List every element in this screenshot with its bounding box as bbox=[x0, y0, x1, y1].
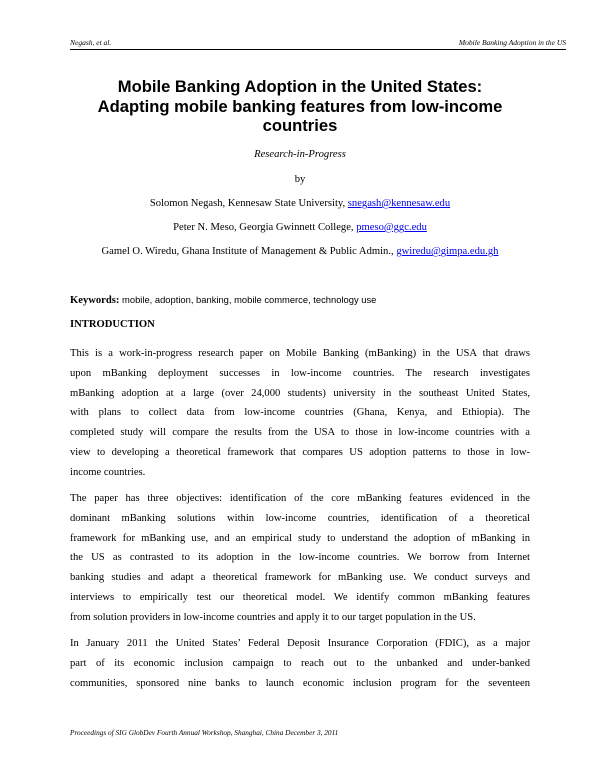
byline-by: by bbox=[294, 174, 306, 185]
paragraph-line: with plans to collect data from low-income countries (Ghana, Kenya, and Ethiopia). The bbox=[70, 407, 530, 419]
paper-subtitle: Research-in-Progress bbox=[254, 149, 346, 160]
paragraph-line: mBanking adoption at a large (over 24,000 students) university in the southeast United States, bbox=[70, 387, 530, 399]
running-header-title: Mobile Banking Adoption in the US bbox=[458, 38, 566, 47]
page-footer: Proceedings of SIG GlobDev Fourth Annual Workshop, Shanghai, China December 3, 2011 bbox=[70, 728, 339, 737]
paper-title-line-3: countries bbox=[262, 116, 338, 135]
keywords-text: mobile, adoption, banking, mobile commerce, technology use bbox=[119, 294, 377, 305]
paragraph-line: upon mBanking deployment successes in low-income countries. The research investigates bbox=[70, 367, 530, 379]
author-3 bbox=[0, 246, 600, 257]
paragraph-line: the US as contrasted to its adoption in the low-income countries. We borrow from Internet bbox=[70, 552, 530, 564]
author-1 bbox=[0, 198, 600, 209]
keywords-label: Keywords: bbox=[70, 295, 120, 306]
paragraph-line: part of its economic inclusion campaign to reach out to the unbanked and under-banked bbox=[70, 657, 530, 669]
paragraph-line: income countries. bbox=[70, 466, 146, 478]
paragraph-line: interviews to empirically test our theoretical model. We identify common mBanking features bbox=[70, 591, 530, 603]
author-1-affiliation: Solomon Negash, Kennesaw State University, bbox=[149, 198, 348, 209]
paragraph-line: banking studies and adapt a theoretical framework for mBanking use. We conduct surveys and bbox=[70, 572, 530, 584]
paragraph-line: The paper has three objectives: identification of the core mBanking features evidenced in the bbox=[70, 493, 530, 504]
author-1-email-link[interactable]: snegash@kennesaw.edu bbox=[347, 198, 451, 209]
paragraph-1 bbox=[70, 344, 530, 483]
author-3-affiliation: Gamel O. Wiredu, Ghana Institute of Management & Public Admin., bbox=[101, 246, 397, 257]
paper-title bbox=[60, 77, 540, 136]
section-heading-introduction: INTRODUCTION bbox=[70, 319, 155, 330]
header-rule bbox=[70, 49, 566, 50]
running-header-authors: Negash, et al. bbox=[70, 38, 112, 47]
author-2-email-link[interactable]: pmeso@ggc.edu bbox=[356, 222, 427, 233]
author-2 bbox=[0, 222, 600, 233]
paper-title-line-1: Mobile Banking Adoption in the United States: bbox=[117, 77, 483, 96]
paragraph-2 bbox=[70, 489, 530, 628]
paragraph-line: In January 2011 the United States’ Federal Deposit Insurance Corporation (FDIC), as a major bbox=[70, 638, 530, 649]
paragraph-line: framework for mBanking use, and an empirical study to understand the adoption of mBanking in bbox=[70, 532, 530, 544]
paragraph-line: from solution providers in low-income countries and apply it to our target population in the US. bbox=[70, 611, 476, 623]
paragraph-3 bbox=[70, 634, 530, 693]
paragraph-line: dominant mBanking solutions within low-income countries, identification of a theoretical bbox=[70, 512, 530, 524]
paper-title-line-2: Adapting mobile banking features from low-income bbox=[97, 96, 503, 116]
paragraph-line: communities, sponsored nine banks to launch economic inclusion program for the seventeen bbox=[70, 677, 530, 689]
author-3-email-link[interactable]: gwiredu@gimpa.edu.gh bbox=[396, 246, 499, 257]
keywords bbox=[70, 294, 376, 306]
paragraph-line: view to developing a theoretical framework that compares US adoption patterns to those in low- bbox=[70, 446, 530, 458]
paragraph-line: This is a work-in-progress research paper on Mobile Banking (mBanking) in the USA that draws bbox=[70, 348, 530, 359]
paragraph-line: completed study will compare the results from the USA to those in low-income countries with a bbox=[70, 427, 530, 439]
author-2-affiliation: Peter N. Meso, Georgia Gwinnett College, bbox=[173, 222, 357, 233]
